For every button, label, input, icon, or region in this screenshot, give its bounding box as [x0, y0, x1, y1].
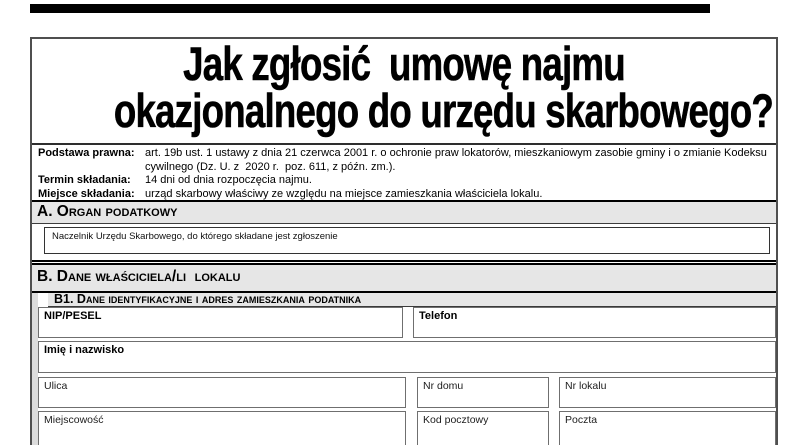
field-nip-pesel[interactable]: [38, 307, 403, 338]
field-nr-domu-label: Nr domu: [423, 380, 464, 392]
section-b1-header: [48, 293, 776, 307]
field-ulica[interactable]: [38, 377, 406, 408]
legal-label-termin: Termin składania:: [38, 174, 131, 186]
field-telefon-label: Telefon: [419, 310, 458, 322]
legal-row-miejsce: [32, 188, 776, 202]
title-box: [32, 39, 776, 145]
legal-label-podstawa: Podstawa prawna:: [38, 147, 135, 159]
section-b-header: [32, 265, 776, 293]
legal-row-podstawa: [32, 147, 776, 174]
legal-row-termin: [32, 174, 776, 188]
section-a-title: A. Organ podatkowy: [37, 203, 178, 220]
field-poczta-label: Poczta: [565, 414, 598, 426]
legal-value-podstawa: art. 19b ust. 1 ustawy z dnia 21 czerwca 2001 r. o ochronie praw lokatorów, mieszkaniowym zasobie gminy i o zmianie Kodeksu cywilnego (Dz. U. z 2020 r. poz. 611, z późn. zm.).: [145, 147, 770, 173]
legal-label-miejsce: Miejsce składania:: [38, 187, 135, 200]
page-title: [113, 37, 773, 137]
field-nr-lokalu-label: Nr lokalu: [565, 380, 607, 392]
field-nr-domu[interactable]: [417, 377, 549, 408]
legal-value-termin: 14 dni od dnia rozpoczęcia najmu.: [145, 174, 312, 186]
legal-basis-block: [32, 145, 776, 200]
tax-office-field-label: Naczelnik Urzędu Skarbowego, do którego składane jest zgłoszenie: [52, 231, 338, 242]
field-nip-pesel-label: NIP/PESEL: [44, 310, 102, 322]
section-b1-title: B1. Dane identyfikacyjne i adres zamieszkania podatnika: [54, 292, 362, 306]
legal-value-miejsce: urząd skarbowy właściwy ze względu na miejsce zamieszkania właściciela lokalu.: [145, 187, 543, 200]
section-a-header: [32, 200, 776, 224]
field-nr-lokalu[interactable]: [559, 377, 776, 408]
field-telefon[interactable]: [413, 307, 776, 338]
field-poczta[interactable]: [559, 411, 776, 445]
tax-form: [30, 37, 778, 445]
tax-office-field[interactable]: [44, 227, 770, 254]
field-kod-pocztowy-label: Kod pocztowy: [423, 414, 489, 426]
field-kod-pocztowy[interactable]: [417, 411, 549, 445]
field-imie-nazwisko-label: Imię i nazwisko: [44, 344, 125, 356]
field-miejscowosc[interactable]: [38, 411, 406, 445]
field-imie-nazwisko[interactable]: [38, 341, 776, 373]
page-title-line1: Jak zgłosić umowę najmu: [183, 37, 625, 90]
page-title-line2: okazjonalnego do urzędu skarbowego?: [113, 84, 773, 137]
field-ulica-label: Ulica: [44, 380, 68, 392]
field-miejscowosc-label: Miejscowość: [44, 414, 104, 426]
section-b-title: B. Dane właściciela/li lokalu: [37, 268, 241, 285]
top-black-bar: [30, 4, 710, 13]
